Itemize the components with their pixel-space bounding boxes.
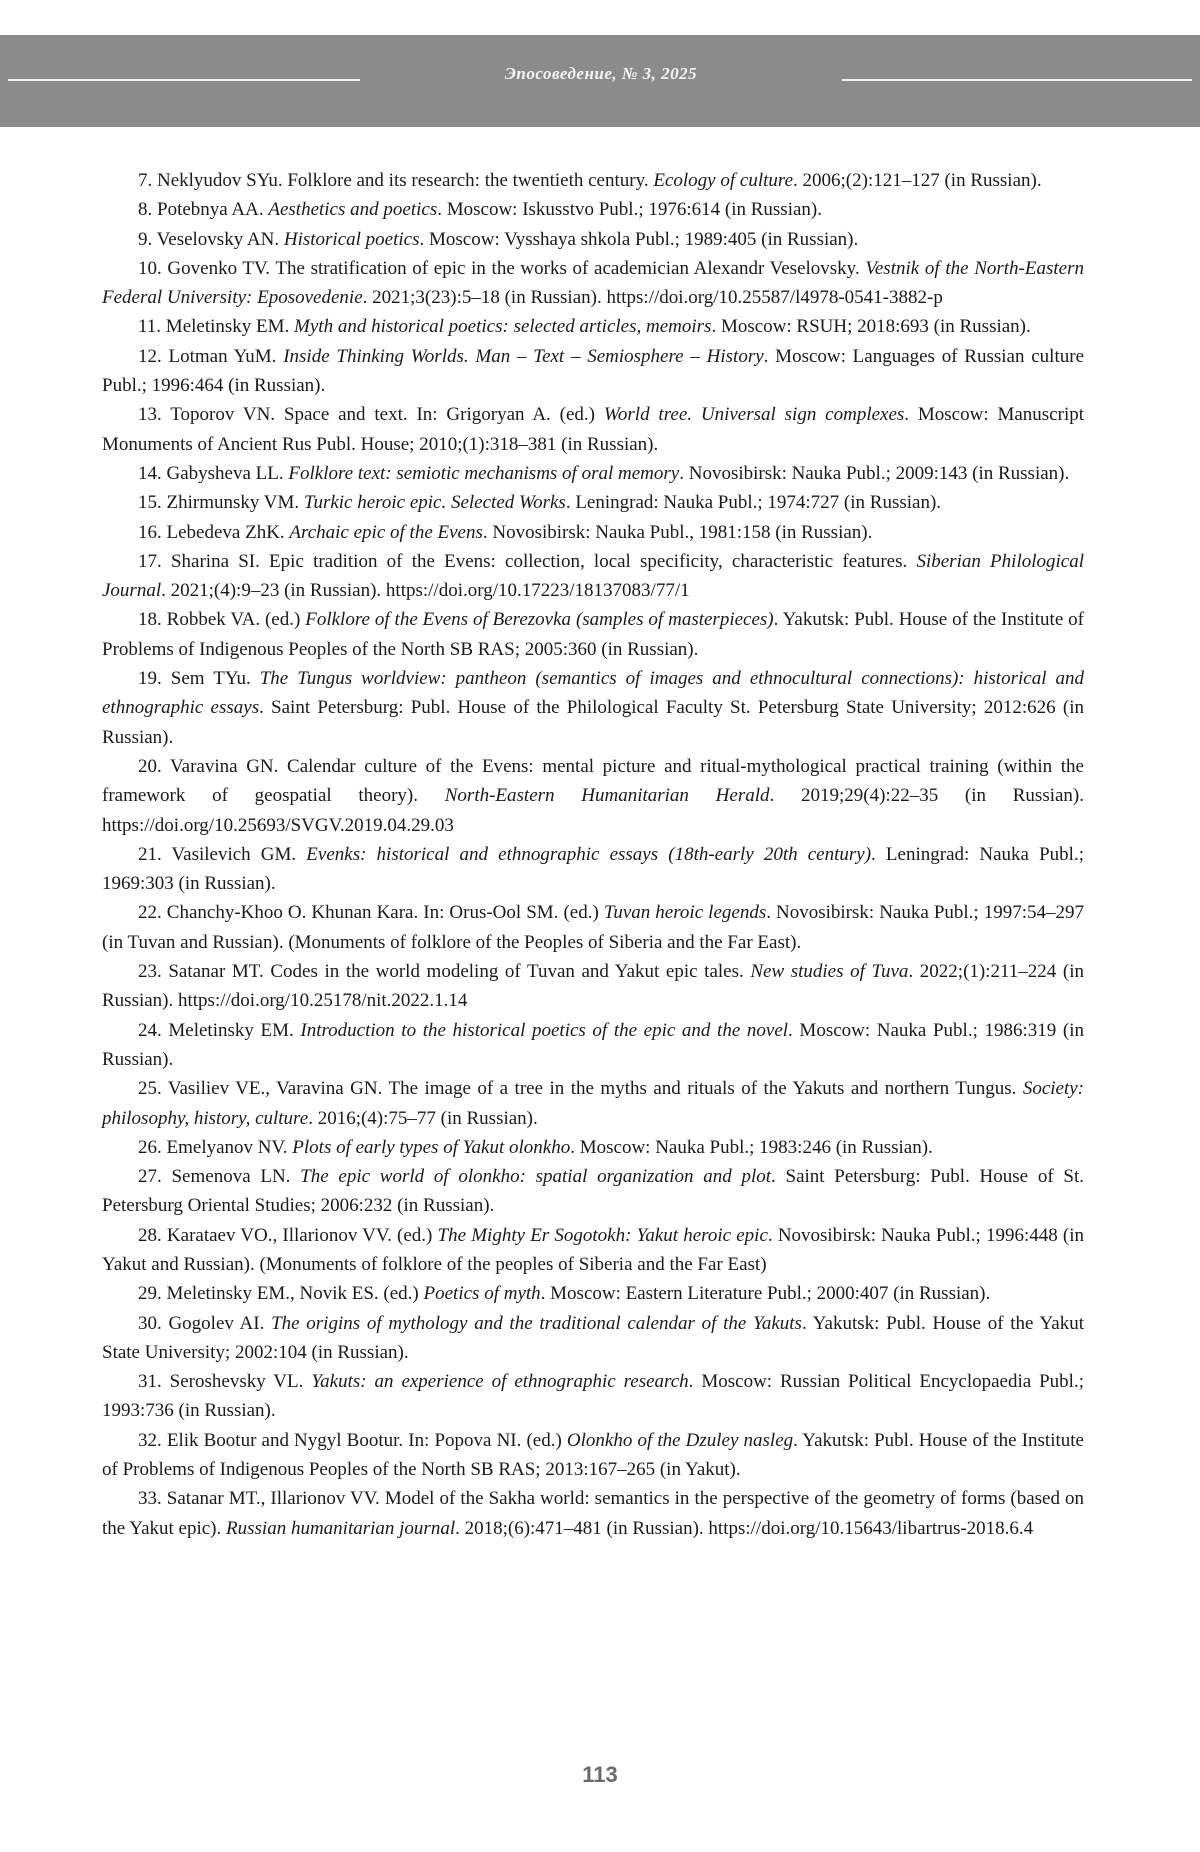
reference-text: 13. Toporov VN. Space and text. In: Grigoryan A. (ed.) [138,404,604,426]
journal-title: Эпосоведение, № 3, 2025 [504,64,698,83]
reference-title: World tree. Universal sign complexes [603,404,905,426]
reference-item [102,1367,1084,1426]
reference-item [102,488,1084,517]
reference-title: Society: philosophy, history, culture [102,1078,1084,1129]
reference-item [102,1309,1084,1368]
reference-item [102,840,1084,899]
reference-item [102,1162,1084,1221]
reference-title: Introduction to the historical poetics of the epic and the novel [300,1019,789,1041]
reference-item [102,1016,1084,1075]
reference-title: The Tungus worldview: pantheon (semantics of images and ethnocultural connections): historical and ethnographic essays [102,668,1084,719]
reference-title: Poetics of myth [423,1283,541,1305]
reference-title: Evenks: historical and ethnographic essays (18th-early 20th century) [306,843,872,865]
reference-title: Archaic epic of the Evens [289,521,483,543]
reference-item [102,957,1084,1016]
reference-text: 15. Zhirmunsky VM. [138,492,304,514]
reference-item [102,254,1084,313]
reference-text: 9. Veselovsky AN. [138,228,284,250]
reference-item [102,459,1084,488]
reference-text: 29. Meletinsky EM., Novik ES. (ed.) [138,1283,424,1305]
reference-title: The origins of mythology and the traditional calendar of the Yakuts [271,1312,802,1334]
reference-details: . Saint Petersburg: Publ. House of St. Petersburg Oriental Studies; 2006:232 (in Russian). [102,1166,1084,1217]
reference-text: 12. Lotman YuM. [138,345,284,367]
reference-text: 11. Meletinsky EM. [138,316,295,338]
reference-title: Turkic heroic epic. Selected Works [303,492,566,514]
reference-details: . Moscow: Russian Political Encyclopaedia Publ.; 1993:736 (in Russian). [102,1371,1084,1422]
reference-details: . Moscow: Manuscript Monuments of Ancient Rus Publ. House; 2010;(1):318–381 (in Russian). [102,404,1085,455]
reference-details: . Moscow: RSUH; 2018:693 (in Russian). [711,316,1031,338]
reference-text: 19. Sem TYu. [138,668,260,690]
reference-text: 23. Satanar MT. Codes in the world modeling of Tuvan and Yakut epic tales. [138,961,751,983]
reference-item [102,166,1084,195]
reference-item [102,547,1084,606]
reference-item [102,1484,1084,1543]
reference-title: Ecology of culture [653,170,794,191]
reference-details: . Moscow: Nauka Publ.; 1983:246 (in Russian). [570,1136,933,1158]
reference-item [102,1133,1084,1162]
reference-list [102,166,1084,1543]
reference-title: Folklore of the Evens of Berezovka (samples of masterpieces) [305,609,774,631]
reference-details: . Moscow: Iskusstvo Publ.; 1976:614 (in Russian). [437,199,822,221]
reference-title: North-Eastern Humanitarian Herald [444,785,770,807]
reference-text: 30. Gogolev AI. [138,1312,272,1334]
reference-item [102,898,1084,957]
reference-title: Plots of early types of Yakut olonkho [292,1136,571,1158]
reference-details: . 2021;(4):9–23 (in Russian). https://doi.org/10.17223/18137083/77/1 [161,580,690,602]
reference-title: Folklore text: semiotic mechanisms of oral memory [288,462,680,484]
reference-item [102,1426,1084,1485]
reference-text: 14. Gabysheva LL. [138,462,289,484]
reference-details: . Novosibirsk: Nauka Publ., 1981:158 (in Russian). [482,521,873,543]
reference-item [102,1279,1084,1308]
reference-details: . Moscow: Eastern Literature Publ.; 2000:407 (in Russian). [540,1283,991,1305]
reference-text: 10. Govenko TV. The stratification of epic in the works of academician Alexandr Veselovsky. [138,257,866,279]
reference-details: . 2006;(2):121–127 (in Russian). [793,170,1042,191]
reference-title: Tuvan heroic legends [603,902,767,924]
reference-item [102,195,1084,224]
reference-text: 31. Seroshevsky VL. [138,1371,312,1393]
reference-text: 20. Varavina GN. Calendar culture of the Evens: mental picture and ritual-mythological practical training (within the framework of geospatial theory). [102,755,1084,807]
reference-text: 33. Satanar MT., Illarionov VV. Model of the Sakha world: semantics in the perspective of the geometry of forms (based on the Yakut epic). [102,1488,1084,1539]
reference-text: 26. Emelyanov NV. [138,1136,293,1158]
reference-title: Olonkho of the Dzuley nasleg [566,1429,794,1451]
reference-item [102,400,1084,459]
reference-details: . Novosibirsk: Nauka Publ.; 1997:54–297 (in Tuvan and Russian). (Monuments of folklore of the Peoples of Siberia and the Far East). [102,902,1084,953]
reference-text: 28. Karataev VO., Illarionov VV. (ed.) [138,1224,438,1246]
reference-details: . Moscow: Vysshaya shkola Publ.; 1989:405 (in Russian). [419,228,859,250]
reference-text: 25. Vasiliev VE., Varavina GN. The image of a tree in the myths and rituals of the Yakuts and northern Tungus. [138,1078,1023,1100]
reference-title: Aesthetics and poetics [268,199,438,221]
reference-item [102,225,1084,254]
reference-item [102,605,1084,664]
reference-title: Yakuts: an experience of ethnographic research [311,1371,689,1393]
reference-text: 16. Lebedeva ZhK. [138,521,290,543]
reference-details: . Yakutsk: Publ. House of the Institute of Problems of Indigenous Peoples of the North SB RAS; 2005:360 (in Russian). [102,609,1085,660]
reference-text: 17. Sharina SI. Epic tradition of the Evens: collection, local specificity, characteristic features. [138,550,917,572]
reference-details: . Moscow: Languages of Russian culture Publ.; 1996:464 (in Russian). [102,345,1084,397]
header-rule-left [8,79,360,81]
reference-details: . 2022;(1):211–224 (in Russian). https://doi.org/10.25178/nit.2022.1.14 [102,961,1084,1012]
reference-text: 24. Meletinsky EM. [138,1019,301,1041]
reference-title: The Mighty Er Sogotokh: Yakut heroic epic [437,1224,768,1246]
reference-title: Russian humanitarian journal [226,1517,456,1539]
reference-title: Siberian Philological Journal [102,550,1084,602]
reference-text: 7. Neklyudov SYu. Folklore and its research: the twentieth century. [138,170,654,191]
reference-item [102,518,1084,547]
reference-details: . Moscow: Nauka Publ.; 1986:319 (in Russian). [102,1019,1084,1070]
reference-item [102,342,1084,401]
reference-details: . Novosibirsk: Nauka Publ.; 2009:143 (in Russian). [679,462,1070,484]
reference-item [102,752,1084,840]
reference-text: 32. Elik Bootur and Nygyl Bootur. In: Popova NI. (ed.) [138,1429,567,1451]
reference-details: . Leningrad: Nauka Publ.; 1974:727 (in Russian). [565,492,942,514]
reference-details: . Novosibirsk: Nauka Publ.; 1996:448 (in Yakut and Russian). (Monuments of folklore of the peoples of Siberia and the Far East) [102,1224,1084,1275]
reference-details: . Saint Petersburg: Publ. House of the Philological Faculty St. Petersburg State University; 2012:626 (in Russian). [102,697,1084,748]
reference-title: Historical poetics [283,228,420,250]
reference-text: 22. Chanchy-Khoo O. Khunan Kara. In: Orus-Ool SM. (ed.) [138,902,604,924]
reference-item [102,1074,1084,1133]
header-rule-right [842,79,1192,81]
reference-title: Vestnik of the North-Eastern Federal University: Eposovedenie [102,257,1084,309]
reference-item [102,1221,1084,1280]
reference-item [102,664,1084,752]
reference-item [102,312,1084,341]
reference-details: . 2018;(6):471–481 (in Russian). https://doi.org/10.15643/libartrus-2018.6.4 [455,1517,1034,1539]
reference-title: Inside Thinking Worlds. Man – Text – Semiosphere – History [283,345,764,367]
reference-text: 18. Robbek VA. (ed.) [138,609,306,631]
reference-text: 27. Semenova LN. [138,1166,301,1188]
reference-details: . Yakutsk: Publ. House of the Institute of Problems of Indigenous Peoples of the North SB RAS; 2013:167–265 (in Yakut). [102,1429,1084,1481]
reference-details: . 2021;3(23):5–18 (in Russian). https://doi.org/10.25587/l4978-0541-3882-p [362,287,943,309]
reference-details: . 2019;29(4):22–35 (in Russian). https://doi.org/10.25693/SVGV.2019.04.29.03 [102,785,1085,836]
reference-text: 8. Potebnya AA. [138,199,269,221]
reference-details: . Leningrad: Nauka Publ.; 1969:303 (in Russian). [102,843,1084,895]
reference-details: . 2016;(4):75–77 (in Russian). [308,1107,538,1129]
reference-title: Myth and historical poetics: selected articles, memoirs [294,316,712,338]
reference-text: 21. Vasilevich GM. [138,843,307,865]
reference-details: . Yakutsk: Publ. House of the Yakut State University; 2002:104 (in Russian). [102,1312,1084,1363]
page-number: 113 [582,1762,618,1787]
reference-title: New studies of Tuva [750,961,909,983]
reference-title: The epic world of olonkho: spatial organization and plot [300,1166,772,1188]
